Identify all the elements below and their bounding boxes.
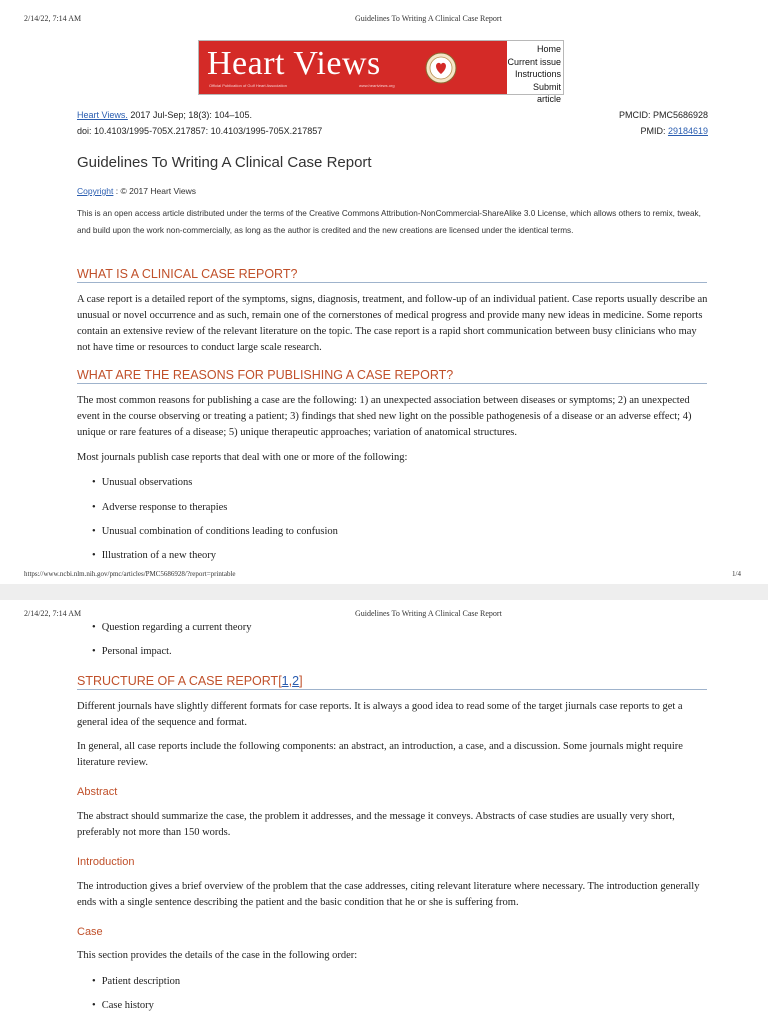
list-item: • Unusual observations <box>92 477 192 488</box>
banner-url: www.heartviews.org <box>359 83 395 88</box>
para-case: This section provides the details of the case in the following order: <box>77 950 358 961</box>
heading-structure-text: STRUCTURE OF A CASE REPORT[ <box>77 674 282 688</box>
list-item: • Personal impact. <box>92 646 172 657</box>
list-item: • Unusual combination of conditions leading to confusion <box>92 526 338 537</box>
citation-line <box>77 110 252 120</box>
journal-link[interactable]: Heart Views. <box>77 110 128 120</box>
list-item: • Patient description <box>92 976 180 987</box>
heading-structure <box>77 674 707 690</box>
para-introduction: The introduction gives a brief overview of the problem that the case addresses, citing relevant literature where necessary. The introduction generally ends with a single sentence describing the patient and the basic condition that he or she is suffering from. <box>77 881 700 908</box>
journal-banner <box>198 40 564 105</box>
print-header-datetime: 2/14/22, 7:14 AM <box>24 609 82 618</box>
ref-2-link[interactable]: 2 <box>292 674 300 688</box>
print-page-2 <box>0 600 768 1024</box>
doi: doi: 10.4103/1995-705X.217857: 10.4103/1995-705X.217857 <box>77 126 323 136</box>
list-item: • Question regarding a current theory <box>92 622 252 633</box>
nav-current-issue-link[interactable]: Current issue <box>507 56 561 67</box>
heart-logo-icon <box>425 52 457 84</box>
ref-1-link[interactable]: 1 <box>281 674 289 688</box>
heading-abstract: Abstract <box>77 786 118 798</box>
page-gap <box>0 584 768 600</box>
pmid-label: PMID: <box>640 126 668 136</box>
list-item: • Illustration of a new theory <box>92 550 216 561</box>
para-reasons: The most common reasons for publishing a case are the following: 1) an unexpected association between diseases or symptoms; 2) an unexpected event in the course observing or treating a patient; 3) findings that shed new light on the possible pathogenesis of a disease or an adverse effect; 4) unique or rare features of a disease; 5) unique therapeutic approaches; variation of anatomical structures. <box>77 395 692 438</box>
heading-structure-end: ] <box>299 674 303 688</box>
print-header-title: Guidelines To Writing A Clinical Case Report <box>355 609 502 618</box>
heading-case: Case <box>77 926 103 938</box>
citation-details: 2017 Jul-Sep; 18(3): 104–105. <box>127 110 252 120</box>
print-footer-page: 1/4 <box>732 570 741 578</box>
banner-subtitle: Official Publication of Gulf Heart Association <box>209 83 287 88</box>
list-item: • Adverse response to therapies <box>92 502 227 513</box>
para-abstract: The abstract should summarize the case, the problem it addresses, and the message it conveys. Abstracts of case studies are usually very short, preferably not more than 150 words. <box>77 811 675 838</box>
nav-home-link[interactable]: Home <box>536 44 561 54</box>
pmcid: PMCID: PMC5686928 <box>618 110 708 120</box>
pmid-line <box>610 126 708 136</box>
heading-introduction: Introduction <box>77 856 135 868</box>
copyright-line <box>77 183 717 199</box>
banner-title: Heart Views <box>207 45 381 82</box>
para-structure-2: In general, all case reports include the following components: an abstract, an introduction, a case, and a discussion. Some journals might require literature review. <box>77 741 683 768</box>
pmid-link[interactable]: 29184619 <box>667 126 708 136</box>
nav-submit-article-link[interactable]: Submit article <box>532 81 561 105</box>
heading-reasons: WHAT ARE THE REASONS FOR PUBLISHING A CASE REPORT? <box>77 368 707 384</box>
print-footer-url: https://www.ncbi.nlm.nih.gov/pmc/articles/PMC5686928/?report=printable <box>24 570 236 578</box>
nav-instructions-link[interactable]: Instructions <box>514 69 561 80</box>
copyright-link[interactable]: Copyright <box>77 186 114 196</box>
print-header-datetime: 2/14/22, 7:14 AM <box>24 14 82 23</box>
para-structure-1: Different journals have slightly different formats for case reports. It is always a good idea to read some of the target jiurnals case reports to get a general idea of the sequence and format. <box>77 701 683 728</box>
license-text: This is an open access article distributed under the terms of the Creative Commons Attribution-NonCommercial-ShareAlike 3.0 License, which allows others to remix, tweak, and build upon the work non-commercially, as long as the author is credited and the new creations are licensed under the identical terms. <box>77 209 701 235</box>
ref-separator: , <box>288 674 293 688</box>
para-what-is: A case report is a detailed report of the symptoms, signs, diagnosis, treatment, and follow-up of an individual patient. Case reports usually describe an unusual or novel occurrence and as such, remain one of the cornerstones of medical progress and provide many new ideas in medicine. Some reports contain an extensive review of the relevant literature on the topic. The case report is a rapid short communication between busy clinicians who may not have time or resources to conduct large scale research. <box>77 294 708 353</box>
article-title: Guidelines To Writing A Clinical Case Report <box>77 154 372 171</box>
para-reasons-intro: Most journals publish case reports that deal with one or more of the following: <box>77 452 408 463</box>
heading-what-is: WHAT IS A CLINICAL CASE REPORT? <box>77 267 707 283</box>
print-header-title: Guidelines To Writing A Clinical Case Report <box>355 14 502 23</box>
list-item: • Case history <box>92 1000 154 1011</box>
banner-nav <box>507 41 563 105</box>
copyright-text: : © 2017 Heart Views <box>113 186 197 196</box>
